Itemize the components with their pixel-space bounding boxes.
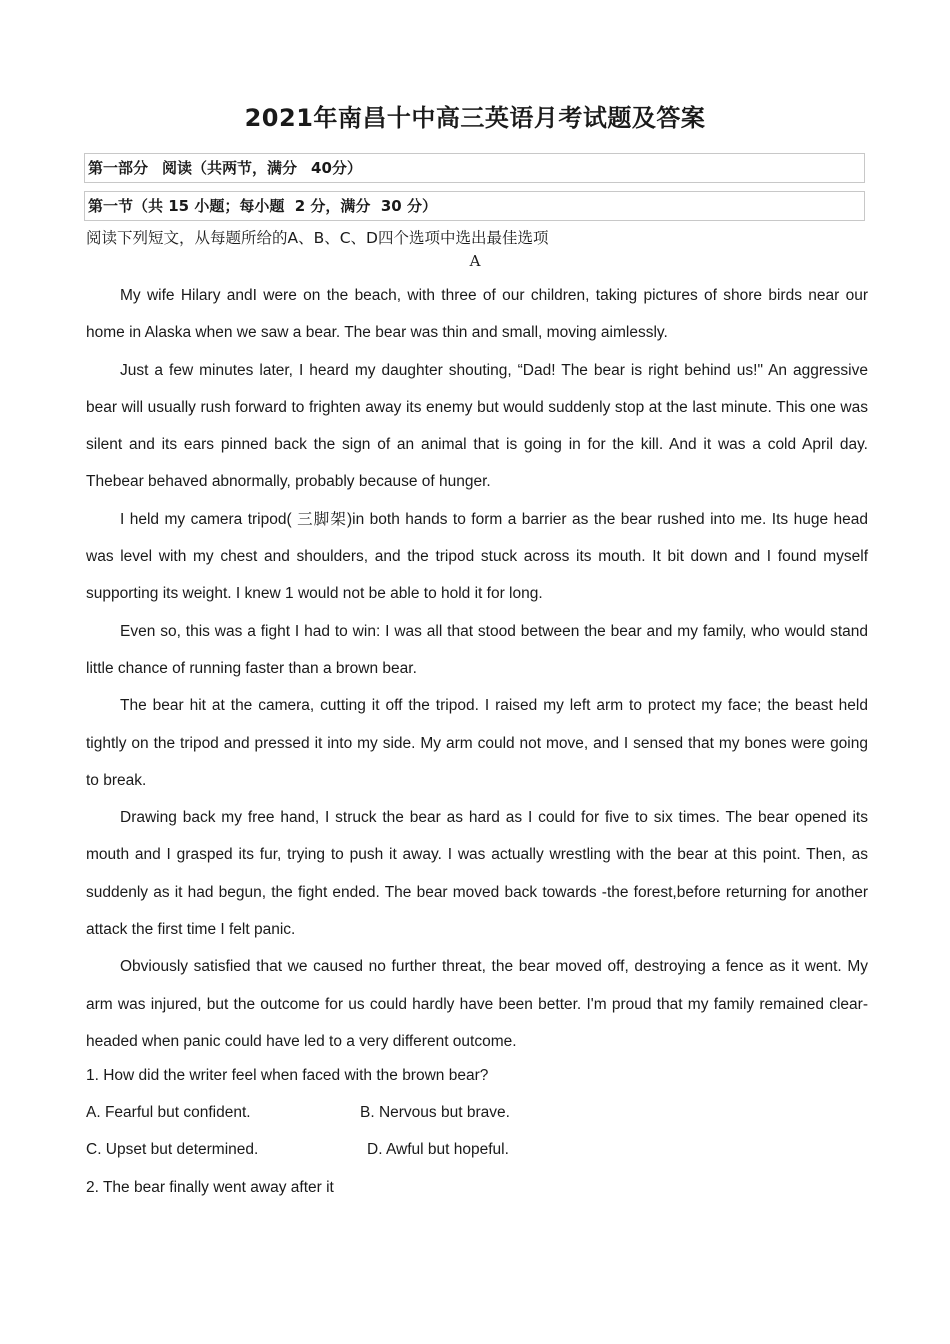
paragraph: The bear hit at the camera, cutting it off the tripod. I raised my left arm to protect my face; the beast held tightly on the tripod and pressed it into my side. My arm could not move, and I sensed that my bones were going to break.	[86, 697, 868, 789]
question-1-stem: 1. How did the writer feel when faced with the brown bear?	[86, 1067, 489, 1084]
paragraph: Even so, this was a fight I had to win: I was all that stood between the bear and my family, who would stand little chance of running faster than a brown bear.	[86, 622, 868, 677]
question-1-option-b: B. Nervous but brave.	[360, 1104, 510, 1121]
paragraph: Just a few minutes later, I heard my daughter shouting, “Dad! The bear is right behind us!" An aggressive bear will usually rush forward to frighten away its enemy but would suddenly stop at the last minute. This one was silent and its ears pinned back the sign of an animal that is going in for the kill. And it was a cold April day. Thebear behaved abnormally, probably because of hunger.	[86, 361, 868, 491]
document-title: 2021年南昌十中高三英语月考试题及答案	[244, 104, 706, 132]
paragraph: I held my camera tripod( 三脚架)in both hands to form a barrier as the bear rushed into me. Its huge head was level with my chest and shoulders, and the tripod stuck across its mouth. It bit down and I found myself supporting its weight. I knew 1 would not be able to hold it for long.	[86, 510, 868, 603]
part-label: 第一部分	[88, 159, 149, 177]
question-1-option-d: D. Awful but hopeful.	[367, 1141, 509, 1158]
instruction-text: 阅读下列短文，从每题所给的A、B、C、D四个选项中选出最佳选项	[86, 229, 549, 247]
section-header: 第一节（共 15 小题；每小题 2 分，满分 30 分）	[88, 197, 437, 215]
paragraph: Drawing back my free hand, I struck the bear as hard as I could for five to six times. The bear opened its mouth and I grasped its fur, trying to push it away. I was actually wrestling with the bear at this point. Then, as suddenly as it had begun, the fight ended. The bear moved back towards -the forest,before returning for another attack the first time I felt panic.	[86, 809, 868, 939]
question-1-option-a: A. Fearful but confident.	[86, 1104, 251, 1121]
passage-label: A	[469, 252, 481, 270]
part-score: 40分）	[311, 159, 362, 177]
paragraph: My wife Hilary andI were on the beach, with three of our children, taking pictures of shore birds near our home in Alaska when we saw a bear. The bear was thin and small, moving aimlessly.	[86, 287, 868, 342]
question-1-option-c: C. Upset but determined.	[86, 1141, 259, 1158]
part-header-box	[84, 153, 865, 183]
section-header-box	[84, 191, 865, 221]
part-description: 阅读（共两节，满分	[162, 159, 298, 177]
paragraph: Obviously satisfied that we caused no further threat, the bear moved off, destroying a fence as it went. My arm was injured, but the outcome for us could hardly have been better. I'm proud that my family remained clear-headed when panic could have led to a very different outcome.	[86, 958, 868, 1050]
passage-body	[86, 277, 868, 1060]
question-2-stem: 2. The bear finally went away after it	[86, 1179, 334, 1196]
